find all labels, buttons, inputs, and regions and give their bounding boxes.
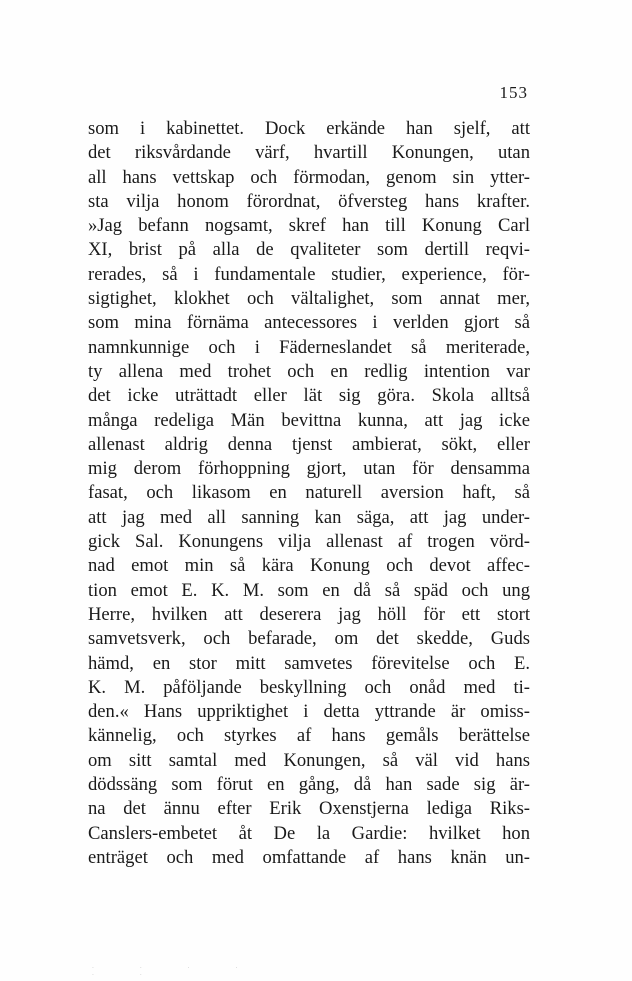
text-line: rerades, så i fundamentale studier, experience, för- — [88, 263, 530, 285]
text-line: allenast aldrig denna tjenst ambierat, sökt, eller — [88, 433, 530, 455]
text-line: att jag med all sanning kan säga, att jag under- — [88, 506, 530, 528]
text-line: om sitt samtal med Konungen, så väl vid hans — [88, 749, 530, 771]
text-line: K. M. påföljande beskyllning och onåd med ti- — [88, 676, 530, 698]
text-line: enträget och med omfattande af hans knän un- — [88, 846, 530, 868]
text-line: som i kabinettet. Dock erkände han sjelf, att — [88, 118, 530, 139]
text-line: ty allena med trohet och en redlig intention var — [88, 360, 530, 382]
text-line: Canslers-embetet åt De la Gardie: hvilket hon — [88, 822, 530, 844]
text-line: det riksvårdande värf, hvartill Konungen, utan — [88, 142, 530, 164]
text-line: dödssäng som förut en gång, då han sade sig är- — [88, 774, 530, 796]
text-line: mig derom förhoppning gjort, utan för densamma — [88, 458, 530, 480]
text-line: den.« Hans uppriktighet i detta yttrande är omiss- — [88, 701, 530, 723]
text-line: XI, brist på alla de qvaliteter som dertill reqvi- — [88, 239, 530, 261]
scan-specks: · · · · · · — [92, 965, 260, 979]
text-line: nad emot min så kära Konung och devot affec- — [88, 555, 530, 577]
text-line: sta vilja honom förordnat, öfversteg hans krafter. — [88, 190, 530, 212]
text-line: all hans vettskap och förmodan, genom sin ytter- — [88, 166, 530, 188]
text-line: många redeliga Män bevittna kunna, att jag icke — [88, 409, 530, 431]
text-line: gick Sal. Konungens vilja allenast af trogen vörd- — [88, 531, 530, 553]
text-line: kännelig, och styrkes af hans gemåls berättelse — [88, 725, 530, 747]
text-line: samvetsverk, och befarade, om det skedde, Guds — [88, 628, 530, 650]
page-number: 153 — [499, 83, 528, 102]
body-text — [88, 117, 530, 870]
text-line: tion emot E. K. M. som en då så späd och ung — [88, 579, 530, 601]
text-line: det icke uträttadt eller lät sig göra. Skola alltså — [88, 385, 530, 407]
text-line: Herre, hvilken att deserera jag höll för ett stort — [88, 603, 530, 625]
text-line: namnkunnige och i Fäderneslandet så meriterade, — [88, 336, 530, 358]
text-line: fasat, och likasom en naturell aversion haft, så — [88, 482, 530, 504]
text-line: sigtighet, klokhet och vältalighet, som annat mer, — [88, 288, 530, 310]
text-line: som mina förnäma antecessores i verlden gjort så — [88, 312, 530, 334]
text-line: hämd, en stor mitt samvetes förevitelse och E. — [88, 652, 530, 674]
text-line: na det ännu efter Erik Oxenstjerna lediga Riks- — [88, 798, 530, 820]
text-line: »Jag befann nogsamt, skref han till Konung Carl — [88, 215, 530, 237]
